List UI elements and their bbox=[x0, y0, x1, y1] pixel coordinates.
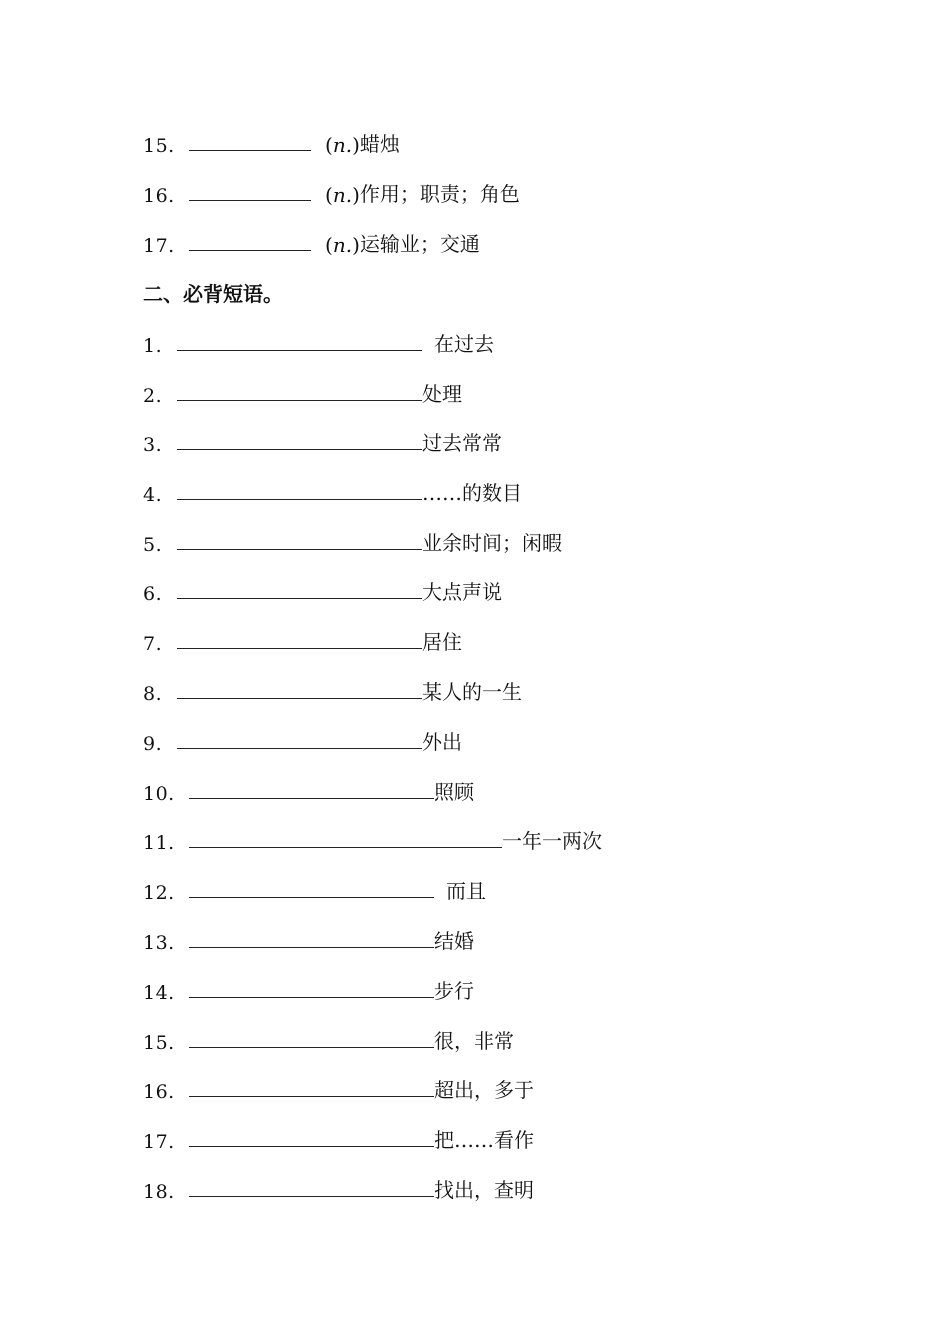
phrase-item bbox=[143, 974, 474, 1004]
item-meaning: 一年一两次 bbox=[502, 829, 602, 853]
item-meaning: 作用；职责；角色 bbox=[359, 182, 520, 206]
item-meaning: 某人的一生 bbox=[422, 680, 522, 704]
item-meaning: 蜡烛 bbox=[359, 132, 400, 156]
item-meaning: 把……看作 bbox=[434, 1128, 534, 1152]
item-meaning: 超出，多于 bbox=[434, 1078, 534, 1102]
item-meaning: 外出 bbox=[422, 730, 462, 754]
answer-blank[interactable] bbox=[177, 548, 422, 550]
phrase-item bbox=[143, 575, 502, 605]
answer-blank[interactable] bbox=[177, 349, 422, 351]
phrase-item bbox=[143, 1073, 534, 1103]
item-number: 3. bbox=[143, 434, 163, 456]
item-number: 2. bbox=[143, 385, 163, 407]
item-number: 16. bbox=[143, 1081, 175, 1103]
phrase-item bbox=[143, 526, 562, 556]
phrase-item bbox=[143, 924, 474, 954]
item-number: 9. bbox=[143, 733, 163, 755]
phrase-item bbox=[143, 725, 462, 755]
answer-blank[interactable] bbox=[189, 1046, 434, 1048]
item-number: 11. bbox=[143, 832, 175, 854]
answer-blank[interactable] bbox=[177, 597, 422, 599]
item-meaning: 步行 bbox=[434, 979, 474, 1003]
item-meaning: 而且 bbox=[446, 879, 486, 903]
item-number: 15. bbox=[143, 1032, 175, 1054]
item-number: 1. bbox=[143, 335, 163, 357]
answer-blank[interactable] bbox=[177, 399, 422, 401]
item-number: 15. bbox=[143, 135, 175, 157]
item-meaning: 过去常常 bbox=[422, 431, 502, 455]
answer-blank[interactable] bbox=[189, 199, 311, 201]
item-number: 10. bbox=[143, 783, 175, 805]
answer-blank[interactable] bbox=[189, 149, 311, 151]
phrase-item bbox=[143, 1173, 534, 1203]
answer-blank[interactable] bbox=[189, 1095, 434, 1097]
phrase-item bbox=[143, 625, 462, 655]
vocab-item bbox=[143, 177, 520, 207]
item-number: 16. bbox=[143, 185, 175, 207]
item-meaning: 运输业；交通 bbox=[359, 232, 480, 256]
answer-blank[interactable] bbox=[189, 1145, 434, 1147]
item-number: 18. bbox=[143, 1181, 175, 1203]
item-meaning: 照顾 bbox=[434, 780, 474, 804]
phrase-item bbox=[143, 824, 602, 854]
item-meaning: 大点声说 bbox=[422, 580, 502, 604]
item-meaning: 结婚 bbox=[434, 929, 474, 953]
item-meaning: 很，非常 bbox=[434, 1029, 514, 1053]
answer-blank[interactable] bbox=[189, 996, 434, 998]
phrase-item bbox=[143, 775, 474, 805]
item-number: 14. bbox=[143, 982, 175, 1004]
item-number: 17. bbox=[143, 235, 175, 257]
phrase-item bbox=[143, 327, 494, 357]
answer-blank[interactable] bbox=[189, 846, 502, 848]
item-number: 7. bbox=[143, 633, 163, 655]
answer-blank[interactable] bbox=[177, 448, 422, 450]
item-number: 12. bbox=[143, 882, 175, 904]
item-number: 4. bbox=[143, 484, 163, 506]
answer-blank[interactable] bbox=[189, 946, 434, 948]
phrase-item bbox=[143, 377, 462, 407]
answer-blank[interactable] bbox=[189, 1195, 434, 1197]
item-number: 6. bbox=[143, 583, 163, 605]
answer-blank[interactable] bbox=[189, 249, 311, 251]
answer-blank[interactable] bbox=[177, 747, 422, 749]
phrase-item bbox=[143, 476, 522, 506]
item-meaning: 找出，查明 bbox=[434, 1178, 534, 1202]
part-of-speech: (n.) bbox=[325, 233, 360, 257]
answer-blank[interactable] bbox=[177, 498, 422, 500]
answer-blank[interactable] bbox=[177, 697, 422, 699]
item-meaning: 在过去 bbox=[434, 332, 494, 356]
phrase-item bbox=[143, 426, 502, 456]
item-meaning: 居住 bbox=[422, 630, 462, 654]
item-meaning: 业余时间；闲暇 bbox=[422, 531, 562, 555]
section-title: 二、必背短语。 bbox=[143, 282, 283, 306]
phrase-item bbox=[143, 874, 486, 904]
item-number: 17. bbox=[143, 1131, 175, 1153]
part-of-speech: (n.) bbox=[325, 133, 360, 157]
answer-blank[interactable] bbox=[177, 647, 422, 649]
vocab-item bbox=[143, 127, 400, 157]
item-number: 8. bbox=[143, 683, 163, 705]
phrase-item bbox=[143, 675, 522, 705]
phrase-item bbox=[143, 1024, 514, 1054]
item-number: 13. bbox=[143, 932, 175, 954]
item-meaning: ……的数目 bbox=[422, 481, 522, 505]
item-meaning: 处理 bbox=[422, 382, 462, 406]
vocab-item bbox=[143, 227, 480, 257]
answer-blank[interactable] bbox=[189, 797, 434, 799]
item-number: 5. bbox=[143, 534, 163, 556]
answer-blank[interactable] bbox=[189, 896, 434, 898]
part-of-speech: (n.) bbox=[325, 183, 360, 207]
phrase-item bbox=[143, 1123, 534, 1153]
